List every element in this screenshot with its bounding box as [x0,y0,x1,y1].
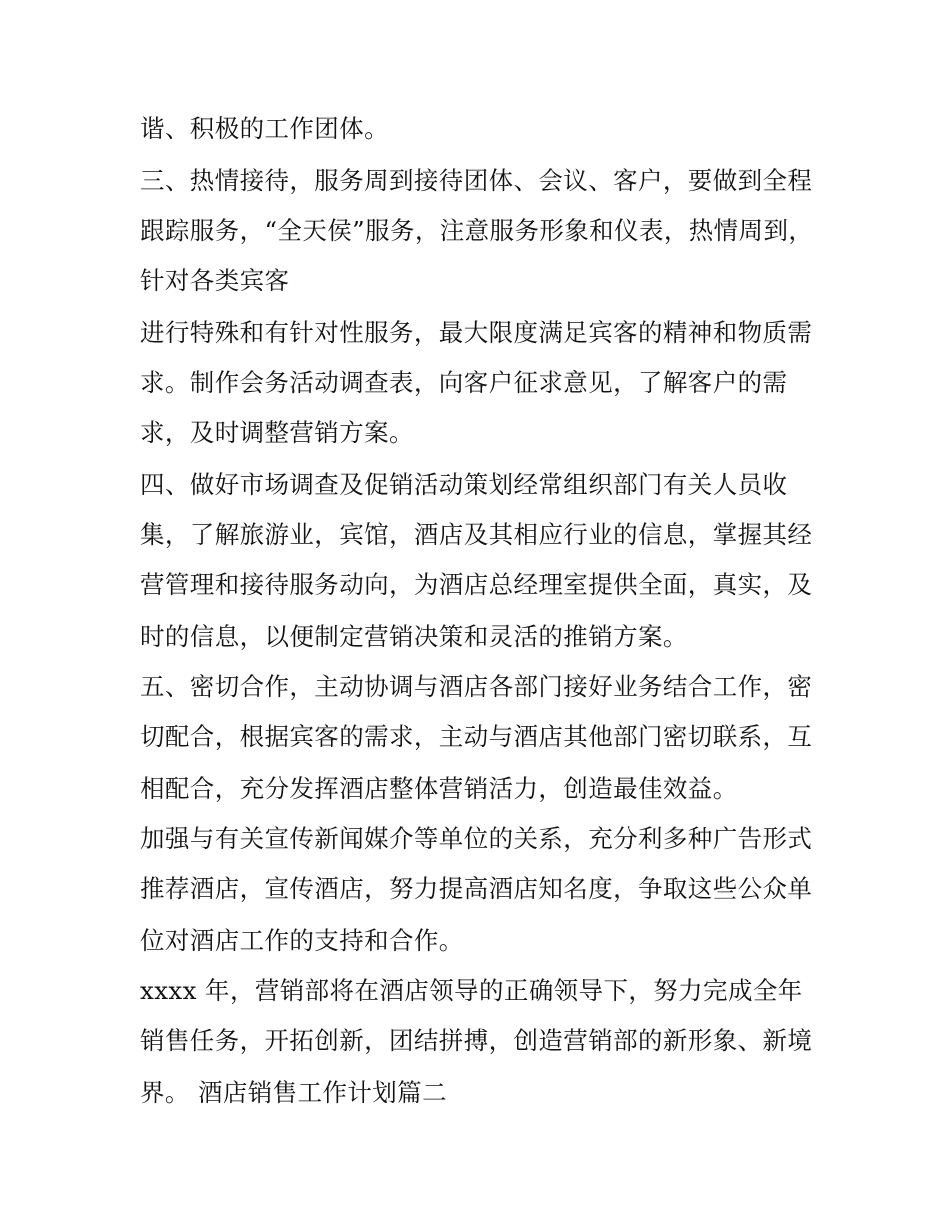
text-line: 加强与有关宣传新闻媒介等单位的关系，充分利多种广告形式 [140,824,813,853]
text-line: 界。 酒店销售工作计划篇二 [140,1078,447,1107]
text-line: 五、密切合作，主动协调与酒店各部门接好业务结合工作，密 [140,672,813,701]
text-line: 求，及时调整营销方案。 [140,418,414,447]
text-line: 四、做好市场调查及促销活动策划经常组织部门有关人员收 [140,470,788,499]
text-line: 时的信息，以便制定营销决策和灵活的推销方案。 [140,622,688,651]
text-line: 跟踪服务，“全天侯”服务，注意服务形象和仪表，热情周到， [140,216,814,245]
text-line: 销售任务，开拓创新，团结拼搏，创造营销部的新形象、新境 [140,1026,813,1055]
text-line: 求。制作会务活动调查表，向客户征求意见，了解客户的需 [140,368,788,397]
text-line: 进行特殊和有针对性服务，最大限度满足宾客的精神和物质需 [140,318,813,347]
text-line: 三、热情接待，服务周到接待团体、会议、客户，要做到全程 [140,166,813,195]
text-line: 相配合，充分发挥酒店整体营销活力，创造最佳效益。 [140,774,738,803]
text-line: 推荐酒店，宣传酒店，努力提高酒店知名度，争取这些公众单 [140,874,813,903]
text-line: 集，了解旅游业，宾馆，酒店及其相应行业的信息，掌握其经 [140,520,813,549]
text-line: 位对酒店工作的支持和合作。 [140,926,464,955]
text-line: 切配合，根据宾客的需求，主动与酒店其他部门密切联系，互 [140,722,813,751]
text-line: 谐、积极的工作团体。 [140,114,389,143]
text-line: 营管理和接待服务动向，为酒店总经理室提供全面，真实，及 [140,570,813,599]
text-line: xxxx 年，营销部将在酒店领导的正确领导下，努力完成全年 [140,976,803,1005]
text-line: 针对各类宾客 [140,266,290,295]
